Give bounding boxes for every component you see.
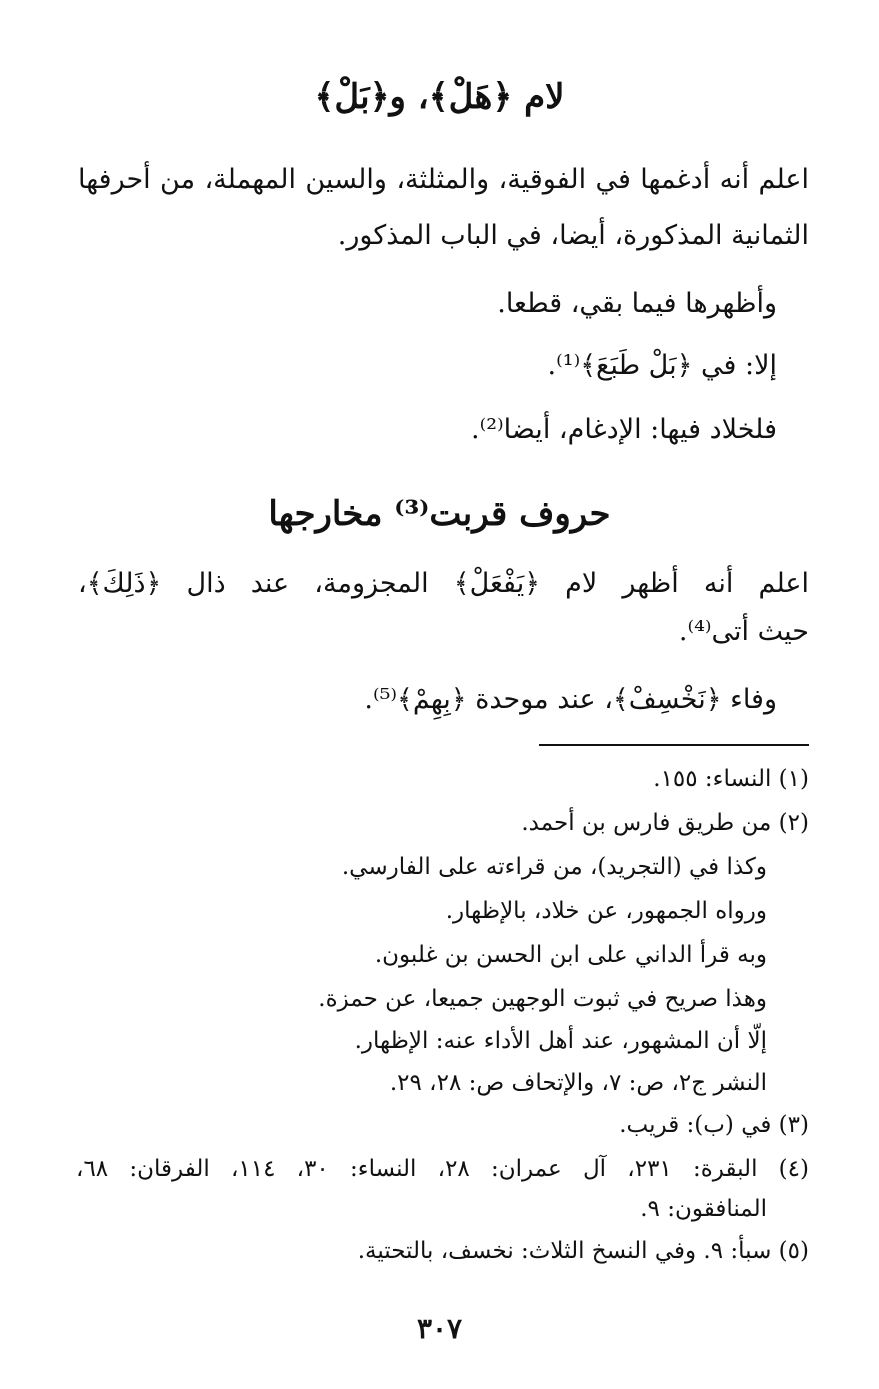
paragraph-4: فلخلاد فيها: الإدغام، أيضا⁽²⁾. [470,414,777,445]
paragraph-3: إلا: في ﴿بَلْ طَبَعَ﴾⁽¹⁾. [547,350,777,381]
footnote-5: (٥) سبأ: ٩. وفي النسخ الثلاث: نخسف، بالتحتية. [357,1238,809,1264]
paragraph-1-line-2: الثمانية المذكورة، أيضا، في الباب المذكور. [337,220,809,251]
footnote-1: (١) النساء: ١٥٥. [653,766,809,792]
footnote-2-line-6: إلّا أن المشهور، عند أهل الأداء عنه: الإظهار. [354,1028,767,1054]
footnote-2-line-5: وهذا صريح في ثبوت الوجهين جميعا، عن حمزة. [318,986,767,1012]
paragraph-5-line-2: حيث أتى⁽⁴⁾. [678,616,809,647]
footnote-4-line-2: المنافقون: ٩. [640,1196,767,1222]
paragraph-1-line-1: اعلم أنه أدغمها في الفوقية، والمثلثة، والسين المهملة، من أحرفها [78,164,809,195]
paragraph-5-line-1: اعلم أنه أظهر لام ﴿يَفْعَلْ﴾ المجزومة، عند ذال ﴿ذَلِكَ﴾، [78,568,809,599]
footnote-separator [539,744,809,746]
page-number: ٣٠٧ [416,1312,463,1345]
footnote-2-line-7: النشر ج٢، ص: ٧، والإتحاف ص: ٢٨، ٢٩. [389,1070,767,1096]
footnote-2: (٢) من طريق فارس بن أحمد. [521,810,809,836]
footnote-2-line-4: وبه قرأ الداني على ابن الحسن بن غلبون. [374,942,767,968]
section-heading-lam-hal-bal: لام ﴿هَلْ﴾، و﴿بَلْ﴾ [314,77,565,117]
section-heading-close-articulation: حروف قربت⁽³⁾ مخارجها [268,494,611,534]
footnote-2-line-3: ورواه الجمهور، عن خلاد، بالإظهار. [445,898,767,924]
footnote-4-line-1: (٤) البقرة: ٢٣١، آل عمران: ٢٨، النساء: ٣٠، ١١٤، الفرقان: ٦٨، [76,1156,809,1182]
footnote-2-line-2: وكذا في (التجريد)، من قراءته على الفارسي. [341,854,767,880]
footnote-3: (٣) في (ب): قريب. [619,1112,809,1138]
paragraph-6: وفاء ﴿نَخْسِفْ﴾، عند موحدة ﴿بِهِمْ﴾⁽⁵⁾. [364,684,777,715]
paragraph-2: وأظهرها فيما بقي، قطعا. [497,288,777,319]
